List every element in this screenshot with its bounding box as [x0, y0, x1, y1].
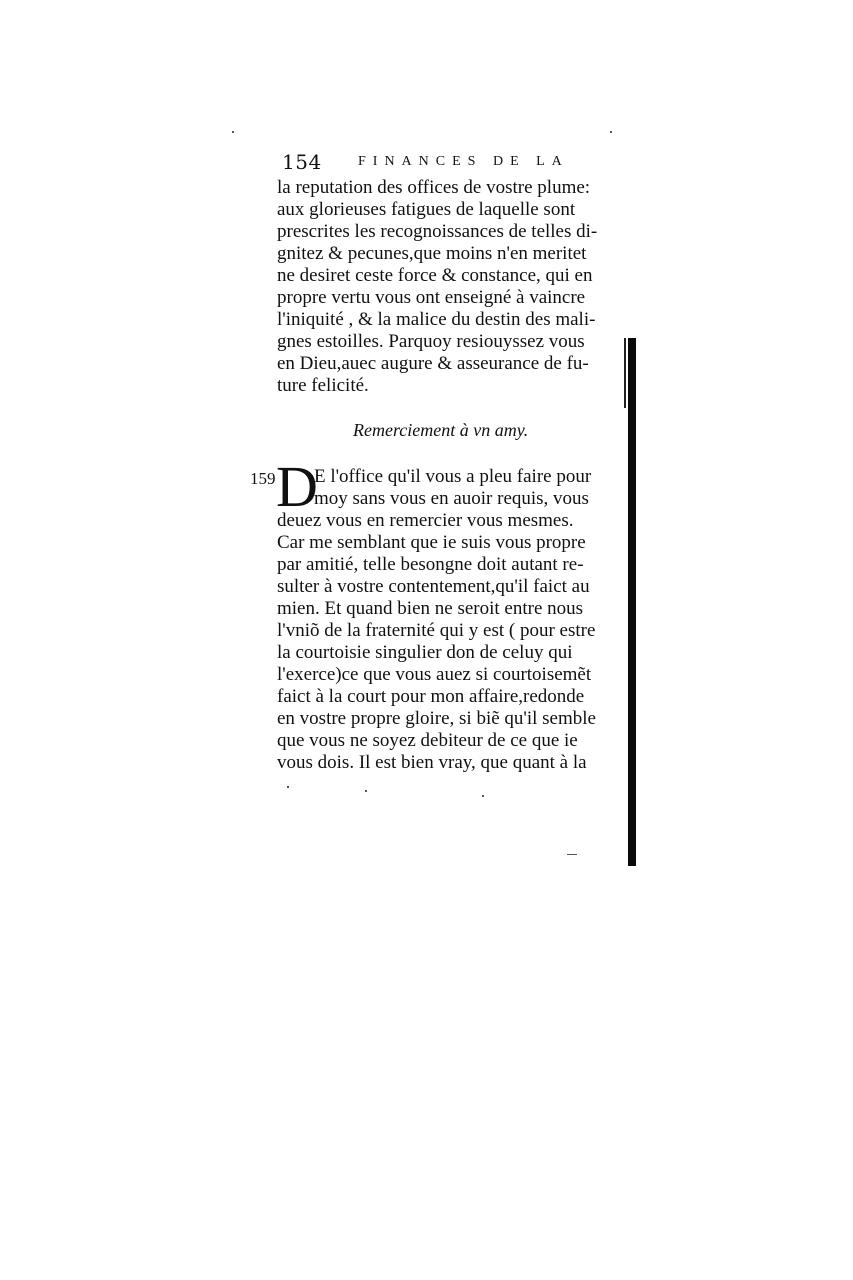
scan-speck — [232, 131, 234, 133]
text-line: gnes estoilles. Parquoy resiouyssez vous — [277, 331, 585, 352]
text-line: mien. Et quand bien ne seroit entre nous — [277, 598, 584, 619]
page-number: 154 — [282, 150, 322, 174]
section-heading: Remerciement à vn amy. — [353, 420, 529, 440]
text-line: moy sans vous en auoir requis, vous — [314, 488, 589, 509]
text-line: vous dois. Il est bien vray, que quant à la — [277, 752, 587, 773]
scan-edge-line — [624, 338, 626, 408]
text-line: propre vertu vous ont enseigné à vaincre — [277, 287, 586, 308]
text-line: l'vniõ de la fraternité qui y est ( pour estre — [277, 620, 596, 641]
text-line: ture felicité. — [277, 375, 369, 396]
text-line: sulter à vostre contentement,qu'il faict au — [277, 576, 590, 597]
scan-speck — [365, 790, 367, 792]
text-line: que vous ne soyez debiteur de ce que ie — [277, 730, 578, 751]
text-line: par amitié, telle besongne doit autant re- — [277, 554, 584, 575]
drop-cap: D — [276, 454, 318, 519]
text-line: E l'office qu'il vous a pleu faire pour — [314, 466, 592, 487]
text-line: l'iniquité , & la malice du destin des mali- — [277, 309, 596, 330]
text-line: deuez vous en remercier vous mesmes. — [277, 510, 574, 531]
scan-speck — [567, 854, 577, 855]
text-line: prescrites les recognoissances de telles di- — [277, 221, 598, 242]
margin-number: 159 — [250, 469, 276, 488]
scan-edge-bar — [628, 338, 636, 866]
text-line: la courtoisie singulier don de celuy qui — [277, 642, 573, 663]
text-line: l'exerce)ce que vous auez si courtoisemẽt — [277, 664, 592, 685]
text-line: faict à la court pour mon affaire,redonde — [277, 686, 585, 707]
scan-speck — [287, 786, 289, 788]
text-line: Car me semblant que ie suis vous propre — [277, 532, 586, 553]
text-line: ne desiret ceste force & constance, qui en — [277, 265, 593, 286]
scan-speck — [482, 795, 484, 797]
text-line: en Dieu,auec augure & asseurance de fu- — [277, 353, 589, 374]
scan-speck — [610, 131, 612, 133]
running-title: FINANCES DE LA — [358, 154, 569, 169]
text-line: la reputation des offices de vostre plume: — [277, 177, 591, 198]
text-line: gnitez & pecunes,que moins n'en meritet — [277, 243, 587, 264]
text-line: en vostre propre gloire, si biẽ qu'il semble — [277, 708, 596, 729]
text-line: aux glorieuses fatigues de laquelle sont — [277, 199, 576, 220]
